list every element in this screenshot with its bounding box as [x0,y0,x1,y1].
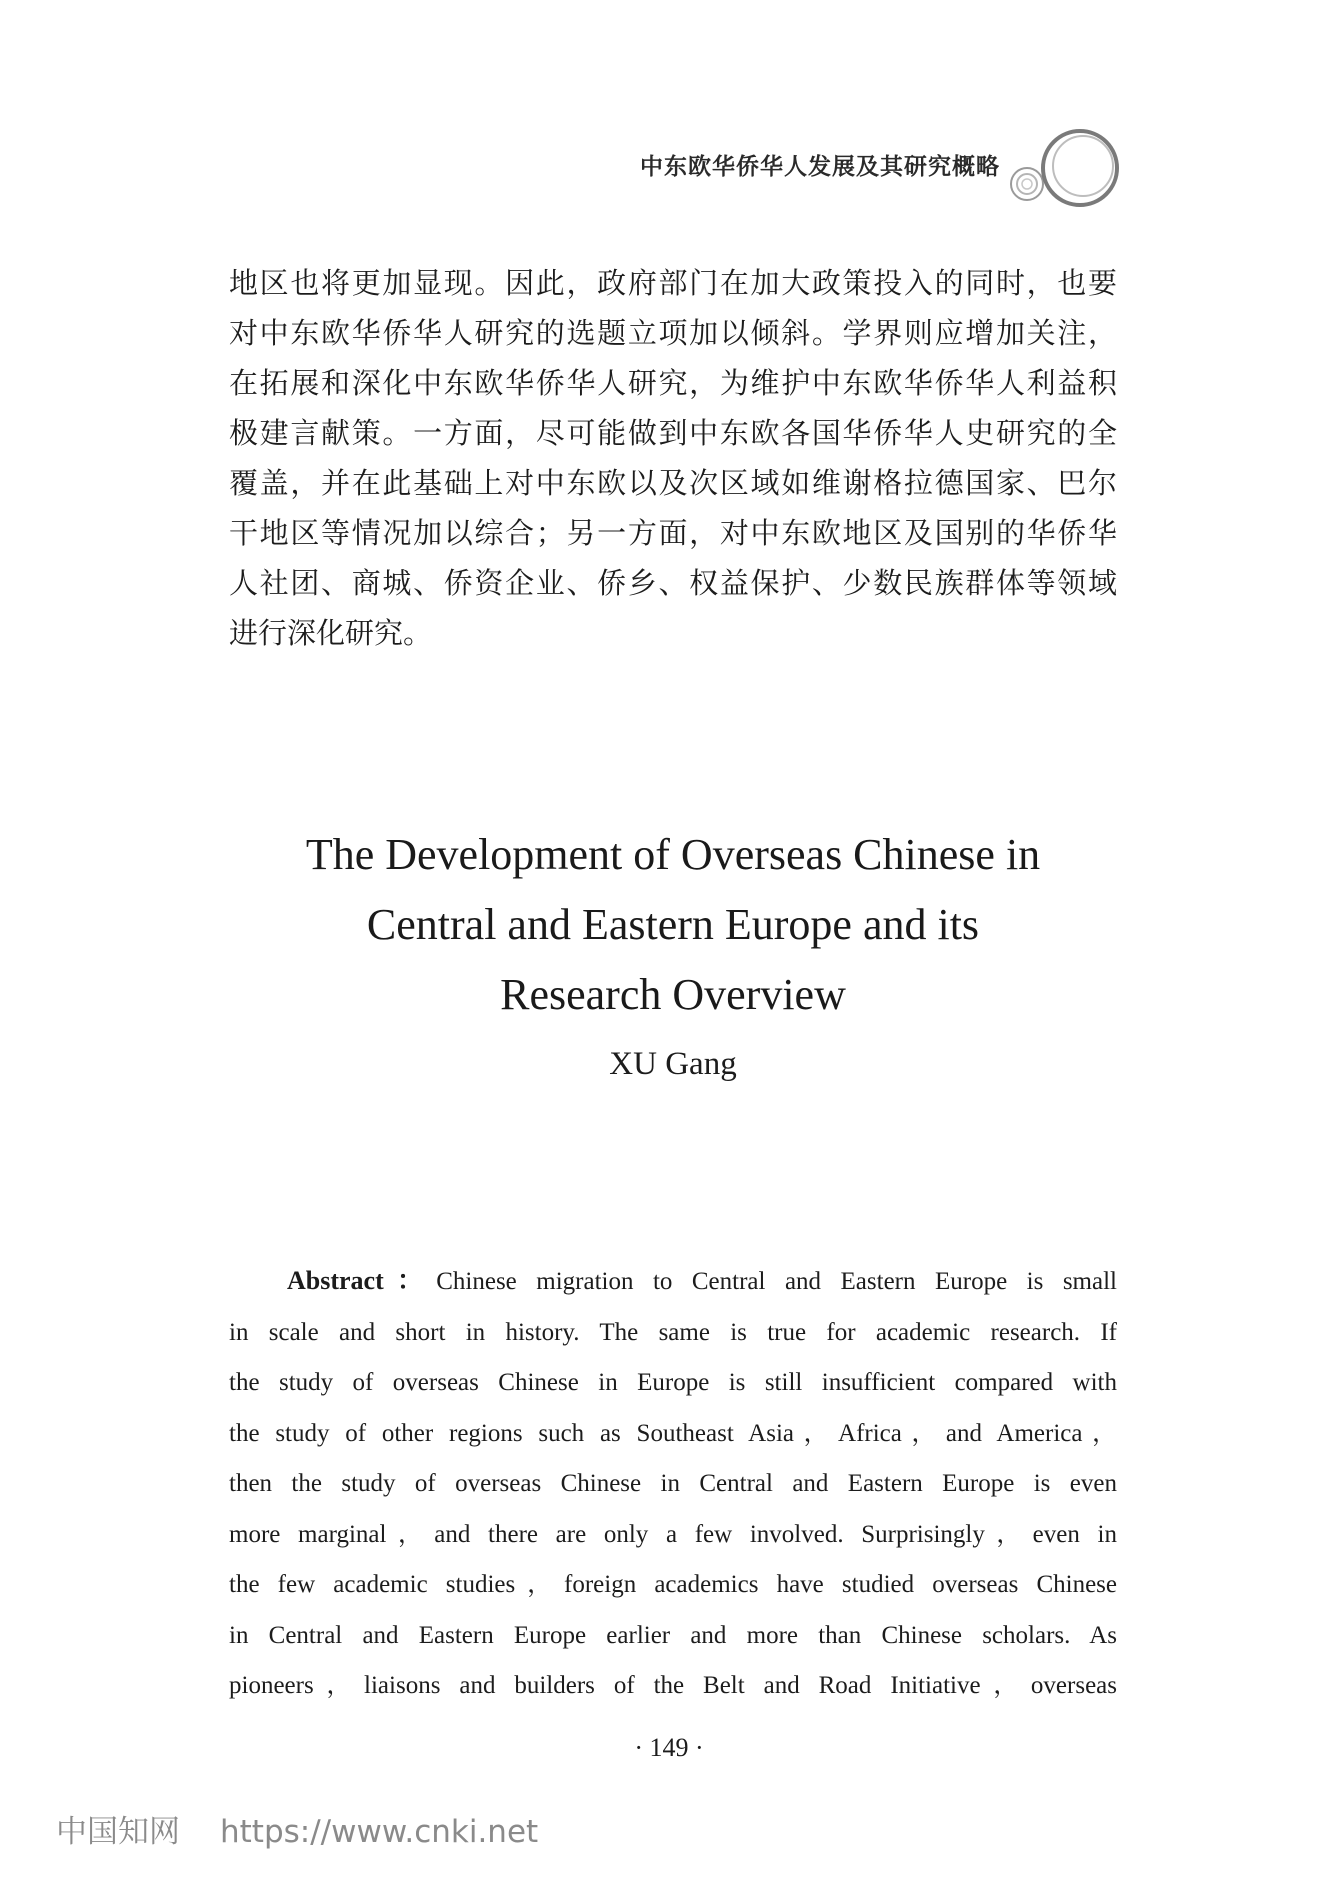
body-paragraph [229,258,1117,658]
abstract-line: the study of overseas Chinese in Europe is still insufficient compared with [229,1369,1117,1396]
body-line: 在拓展和深化中东欧华侨华人研究，为维护中东欧华侨华人利益积 [229,366,1117,400]
body-line: 进行深化研究。 [229,616,433,650]
body-line: 对中东欧华侨华人研究的选题立项加以倾斜。学界则应增加关注， [229,316,1117,350]
body-line: 极建言献策。一方面，尽可能做到中东欧各国华侨华人史研究的全 [229,416,1117,450]
abstract-line: in Central and Eastern Europe earlier and more than Chinese scholars. As [229,1621,1117,1649]
body-line: 人社团、商城、侨资企业、侨乡、权益保护、少数民族群体等领域 [229,566,1117,600]
watermark-url[interactable]: https://www.cnki.net [220,1814,539,1850]
abstract-line: the few academic studies，foreign academics have studied overseas Chinese [229,1571,1117,1598]
title-line: The Development of Overseas Chinese in [305,830,1041,879]
title-line: Research Overview [500,970,846,1019]
abstract-line: pioneers，liaisons and builders of the Belt and Road Initiative，overseas [229,1672,1117,1699]
abstract-line: then the study of overseas Chinese in Central and Eastern Europe is even [229,1470,1117,1497]
header-rings-ornament [1004,128,1124,210]
body-line: 干地区等情况加以综合；另一方面，对中东欧地区及国别的华侨华 [229,516,1117,550]
title-line: Central and Eastern Europe and its [366,900,980,949]
cnki-watermark [56,1806,538,1851]
abstract-line: in scale and short in history. The same is true for academic research. If [229,1318,1117,1346]
abstract-line: more marginal，and there are only a few involved. Surprisingly，even in [229,1520,1117,1548]
author-name: XU Gang [609,1046,737,1082]
abstract [229,1256,1117,1712]
watermark-site-name: 中国知网 [56,1814,180,1850]
english-title [229,820,1117,1030]
body-line: 地区也将更加显现。因此，政府部门在加大政策投入的同时，也要 [229,266,1117,300]
abstract-line-text: Chinese migration to Central and Eastern Europe is small [436,1268,1117,1295]
page-number: · 149 · [634,1733,704,1762]
abstract-line: the study of other regions such as Southeast Asia，Africa，and America， [229,1419,1117,1447]
abstract-label: Abstract： [287,1266,437,1295]
running-header: 中东欧华侨华人发展及其研究概略 [640,154,1000,180]
body-line: 覆盖，并在此基础上对中东欧以及次区域如维谢格拉德国家、巴尔 [229,466,1117,500]
abstract-line [229,1256,1117,1308]
